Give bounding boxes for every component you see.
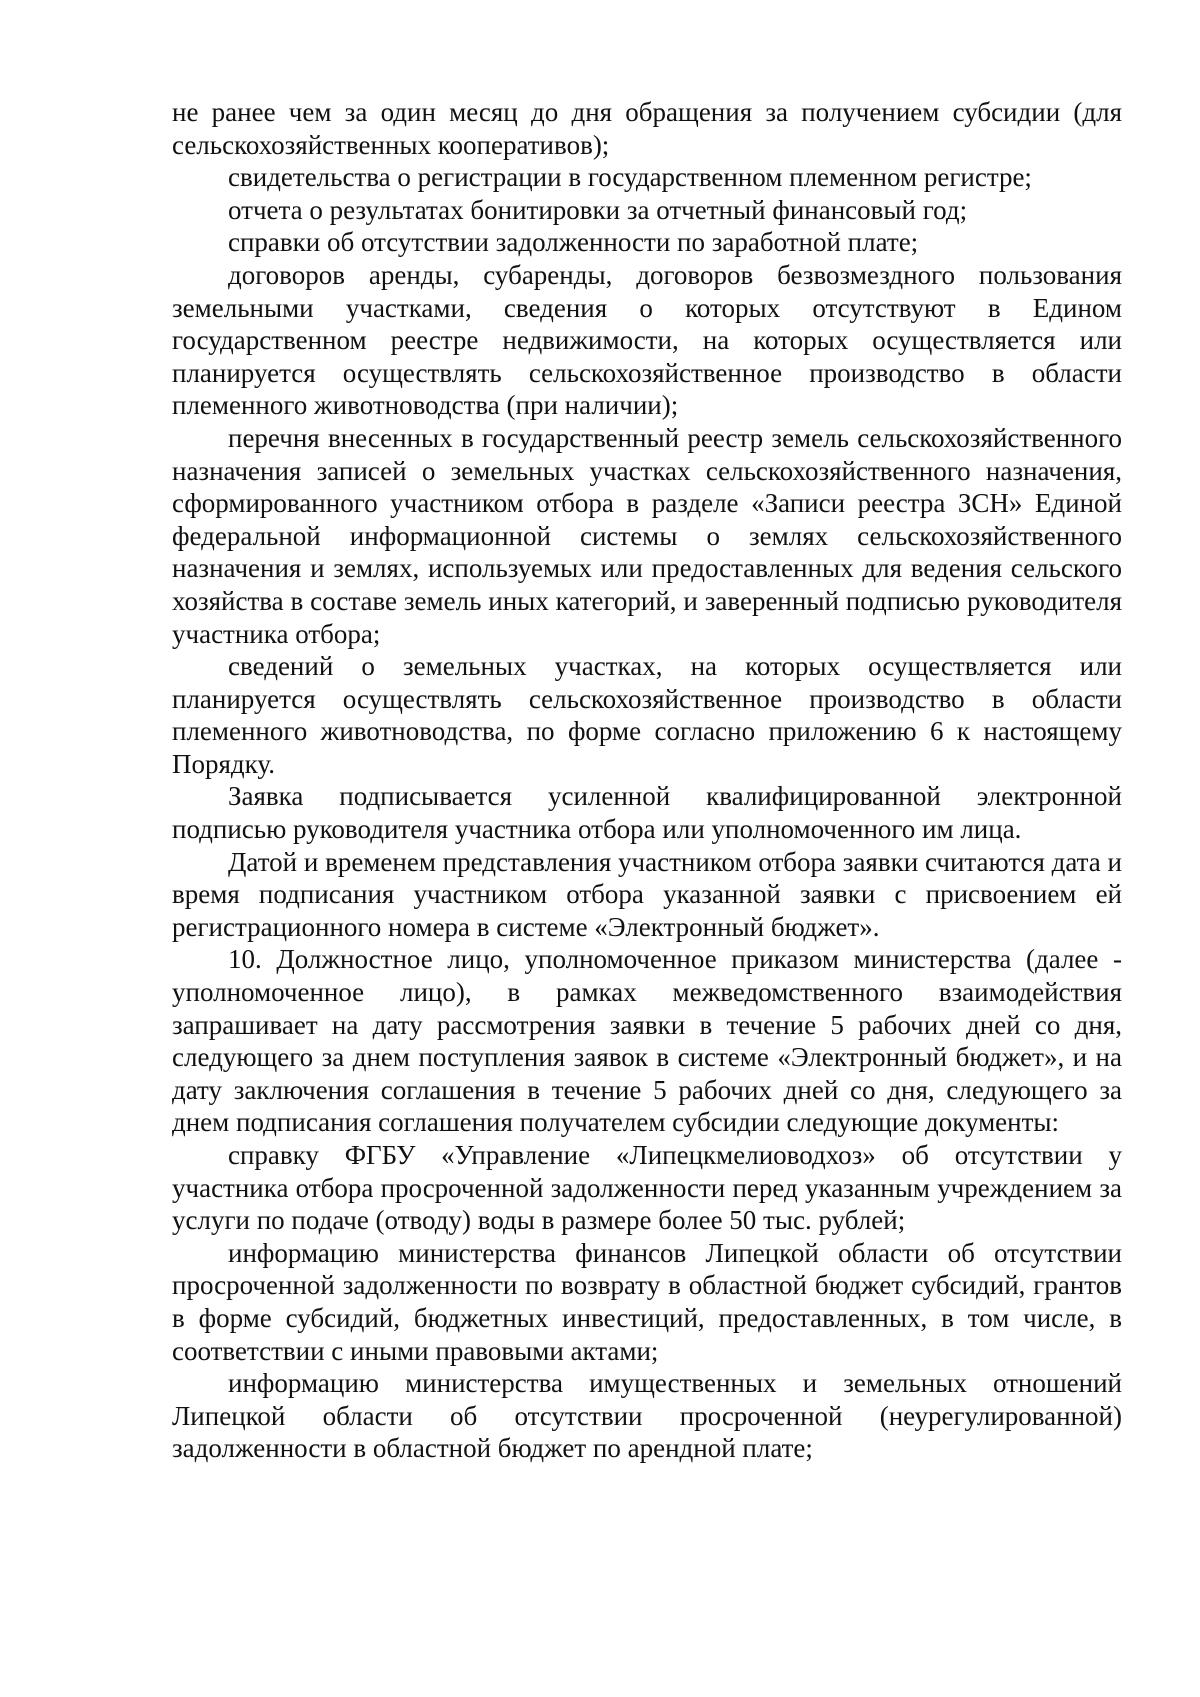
- paragraph-application-signature: Заявка подписывается усиленной квалифицированной электронной подписью руководителя участника отбора или уполномоченного им лица.: [172, 781, 1122, 845]
- paragraph-water-debt-certificate: справку ФГБУ «Управление «Липецкмелиоводхоз» об отсутствии у участника отбора просроченной задолженности перед указанным учреждением за услуги по подаче (отводу) воды в размере более 50 тыс. рублей;: [172, 1140, 1122, 1236]
- paragraph-breeding-register-certificate: свидетельства о регистрации в государственном племенном регистре;: [228, 162, 1032, 193]
- paragraph-finance-ministry-info: информацию министерства финансов Липецкой области об отсутствии просроченной задолженности по возврату в областной бюджет субсидий, грантов в форме субсидий, бюджетных инвестиций, предоставленных, в том числе, в соответствии с иными правовыми актами;: [172, 1237, 1122, 1366]
- paragraph-section-10: 10. Должностное лицо, уполномоченное приказом министерства (далее - уполномоченное лицо), в рамках межведомственного взаимодействия запрашивает на дату рассмотрения заявки в течение 5 рабочих дней со дня, следующего за днем поступления заявок в системе «Электронный бюджет», и на дату заключения соглашения в течение 5 рабочих дней со дня, следующего за днем подписания соглашения получателем субсидии следующие документы:: [172, 944, 1122, 1138]
- paragraph-bonitation-report: отчета о результатах бонитировки за отчетный финансовый год;: [228, 194, 968, 225]
- paragraph-lease-agreements: договоров аренды, субаренды, договоров безвозмездного пользования земельными участками, сведения о которых отсутствуют в Едином государственном реестре недвижимости, на которых осуществляется или планируется осуществлять сельскохозяйственное производство в области племенного животноводства (при наличии);: [172, 259, 1122, 421]
- paragraph-continuation: не ранее чем за один месяц до дня обращения за получением субсидии (для сельскохозяйственных кооперативов);: [172, 97, 1122, 160]
- paragraph-submission-date: Датой и временем представления участником отбора заявки считаются дата и время подписания участником отбора указанной заявки с присвоением ей регистрационного номера в системе «Электронный бюджет».: [172, 846, 1122, 942]
- paragraph-property-ministry-info: информацию министерства имущественных и земельных отношений Липецкой области об отсутствии просроченной (неурегулированной) задолженности в областной бюджет по арендной плате;: [172, 1368, 1122, 1464]
- paragraph-land-plots-info: сведений о земельных участках, на которых осуществляется или планируется осуществлять сельскохозяйственное производство в области племенного животноводства, по форме согласно приложению 6 к настоящему Порядку.: [172, 651, 1122, 779]
- document-page: [172, 96, 1122, 1465]
- paragraph-register-records-list: перечня внесенных в государственный реестр земель сельскохозяйственного назначения записей о земельных участках сельскохозяйственного назначения, сформированного участником отбора в разделе «Записи реестра ЗСН» Единой федеральной информационной системы о землях сельскохозяйственного назначения и землях, используемых или предоставленных для ведения сельского хозяйства в составе земель иных категорий, и заверенный подписью руководителя участника отбора;: [172, 422, 1122, 649]
- paragraph-salary-debt-certificate: справки об отсутствии задолженности по заработной плате;: [228, 227, 919, 258]
